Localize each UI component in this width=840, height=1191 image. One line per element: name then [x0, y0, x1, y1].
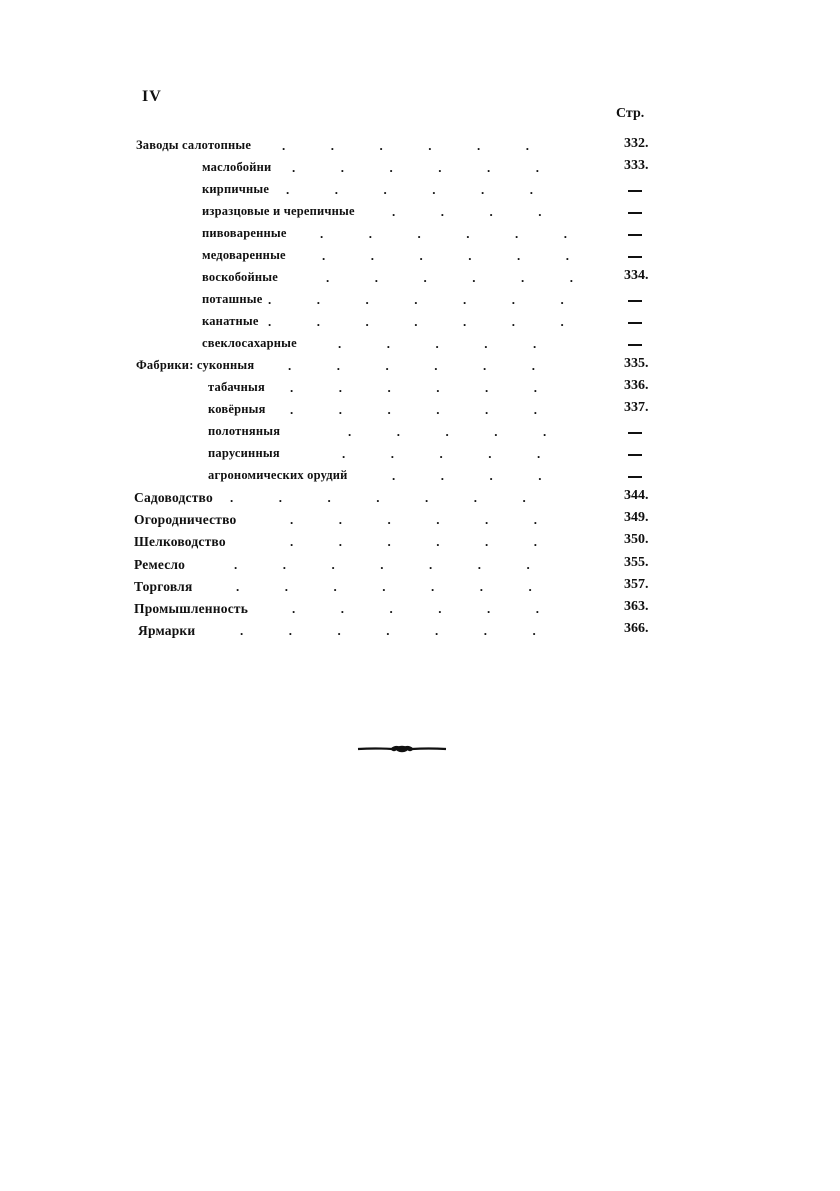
- toc-entry-label: пивоваренные: [202, 226, 287, 240]
- toc-entry-label: ковёрныя: [208, 402, 266, 416]
- page-column-header: Стр.: [616, 106, 645, 121]
- dot-leader: . . . . .: [338, 336, 537, 351]
- toc-entry: [0, 512, 840, 534]
- dot-leader: . . . . . .: [290, 380, 537, 395]
- toc-entry-page: 344.: [624, 488, 649, 503]
- ditto-dash: [628, 212, 642, 214]
- toc-entry-label: Шелководство: [134, 534, 226, 549]
- toc-entry-label: табачныя: [208, 380, 265, 394]
- toc-entry-label: изразцовые и черепичные: [202, 204, 355, 218]
- toc-entry-page: 366.: [624, 621, 649, 636]
- dot-leader: . . . . . .: [288, 358, 535, 373]
- toc-entry-label: медоваренные: [202, 248, 286, 262]
- dot-leader: . . . . . .: [322, 248, 569, 263]
- dot-leader: . . . . . . .: [230, 490, 526, 505]
- toc-entry: [0, 226, 840, 248]
- toc-entry-label: Заводы салотопные: [136, 138, 252, 152]
- toc-entry: [0, 579, 840, 601]
- toc-entry: [0, 402, 840, 424]
- ditto-dash: [628, 344, 642, 346]
- toc-entry: [0, 138, 840, 160]
- dot-leader: . . . .: [392, 204, 542, 219]
- toc-entry-page: 334.: [624, 268, 649, 283]
- toc-entry-page: 332.: [624, 136, 649, 151]
- toc-entry: [0, 490, 840, 512]
- toc-entry-label: Торговля: [134, 579, 193, 594]
- ornament-divider: [356, 742, 448, 756]
- ditto-dash: [628, 190, 642, 192]
- toc-entry-label: Садоводство: [134, 490, 213, 505]
- toc-entry: [0, 336, 840, 358]
- dot-leader: . . . . . .: [290, 534, 537, 549]
- ditto-dash: [628, 234, 642, 236]
- ditto-dash: [628, 300, 642, 302]
- toc-entry-label: Фабрики: суконныя: [136, 358, 255, 372]
- dot-leader: . . . . . .: [292, 160, 539, 175]
- ditto-dash: [628, 256, 642, 258]
- dot-leader: . . . . . . .: [240, 623, 536, 638]
- toc-entry: [0, 292, 840, 314]
- dot-leader: . . . . . .: [326, 270, 573, 285]
- dot-leader: . . . . . .: [320, 226, 567, 241]
- toc-entry: [0, 380, 840, 402]
- toc-entry: [0, 160, 840, 182]
- dot-leader: . . . . . . .: [236, 579, 532, 594]
- ditto-dash: [628, 322, 642, 324]
- dot-leader: . . . . . . .: [234, 557, 530, 572]
- toc-entry-page: 335.: [624, 356, 649, 371]
- toc-entry: [0, 534, 840, 556]
- dot-leader: . . . . .: [342, 446, 541, 461]
- dot-leader: . . . . . . .: [268, 292, 564, 307]
- toc-entry-page: 355.: [624, 555, 649, 570]
- toc-entry: [0, 182, 840, 204]
- toc-entry-page: 349.: [624, 510, 649, 525]
- ditto-dash: [628, 476, 642, 478]
- dot-leader: . . . . . .: [290, 402, 537, 417]
- toc-entry: [0, 468, 840, 490]
- toc-entry: [0, 446, 840, 468]
- toc-entry-label: парусинныя: [208, 446, 280, 460]
- toc-entry-label: маслобойни: [202, 160, 272, 174]
- toc-entry-label: Ярмарки: [138, 623, 196, 638]
- toc-entry-label: Ремесло: [134, 557, 186, 572]
- toc-entry-label: поташные: [202, 292, 263, 306]
- toc-entry-label: Огородничество: [134, 512, 237, 527]
- page-number: IV: [142, 88, 162, 105]
- dot-leader: . . . . . .: [290, 512, 537, 527]
- toc-entry-label: Промышленность: [134, 601, 249, 616]
- dot-leader: . . . . . . .: [268, 314, 564, 329]
- toc-entry-label: свеклосахарные: [202, 336, 297, 350]
- toc-entry-page: 350.: [624, 532, 649, 547]
- toc-entry-page: 333.: [624, 158, 649, 173]
- dot-leader: . . . . . .: [282, 138, 529, 153]
- toc-entry-label: воскобойные: [202, 270, 278, 284]
- toc-entry-label: кирпичные: [202, 182, 270, 196]
- toc-entry: [0, 358, 840, 380]
- toc-entry: [0, 601, 840, 623]
- toc-entry-label: агрономических орудий: [208, 468, 348, 482]
- toc-entry: [0, 204, 840, 226]
- toc-entry: [0, 314, 840, 336]
- dot-leader: . . . . . .: [286, 182, 533, 197]
- ditto-dash: [628, 432, 642, 434]
- toc-entry-label: полотняныя: [208, 424, 281, 438]
- toc-entry-page: 336.: [624, 378, 649, 393]
- dot-leader: . . . . .: [348, 424, 547, 439]
- toc-entry: [0, 557, 840, 579]
- dot-leader: . . . . . .: [292, 601, 539, 616]
- ditto-dash: [628, 454, 642, 456]
- toc-entry-page: 337.: [624, 400, 649, 415]
- toc-entry-label: канатные: [202, 314, 259, 328]
- toc-entry-page: 357.: [624, 577, 649, 592]
- toc-entry: [0, 248, 840, 270]
- toc-entry-page: 363.: [624, 599, 649, 614]
- dot-leader: . . . .: [392, 468, 542, 483]
- toc-entry: [0, 623, 840, 645]
- toc-entry: [0, 424, 840, 446]
- toc-entry: [0, 270, 840, 292]
